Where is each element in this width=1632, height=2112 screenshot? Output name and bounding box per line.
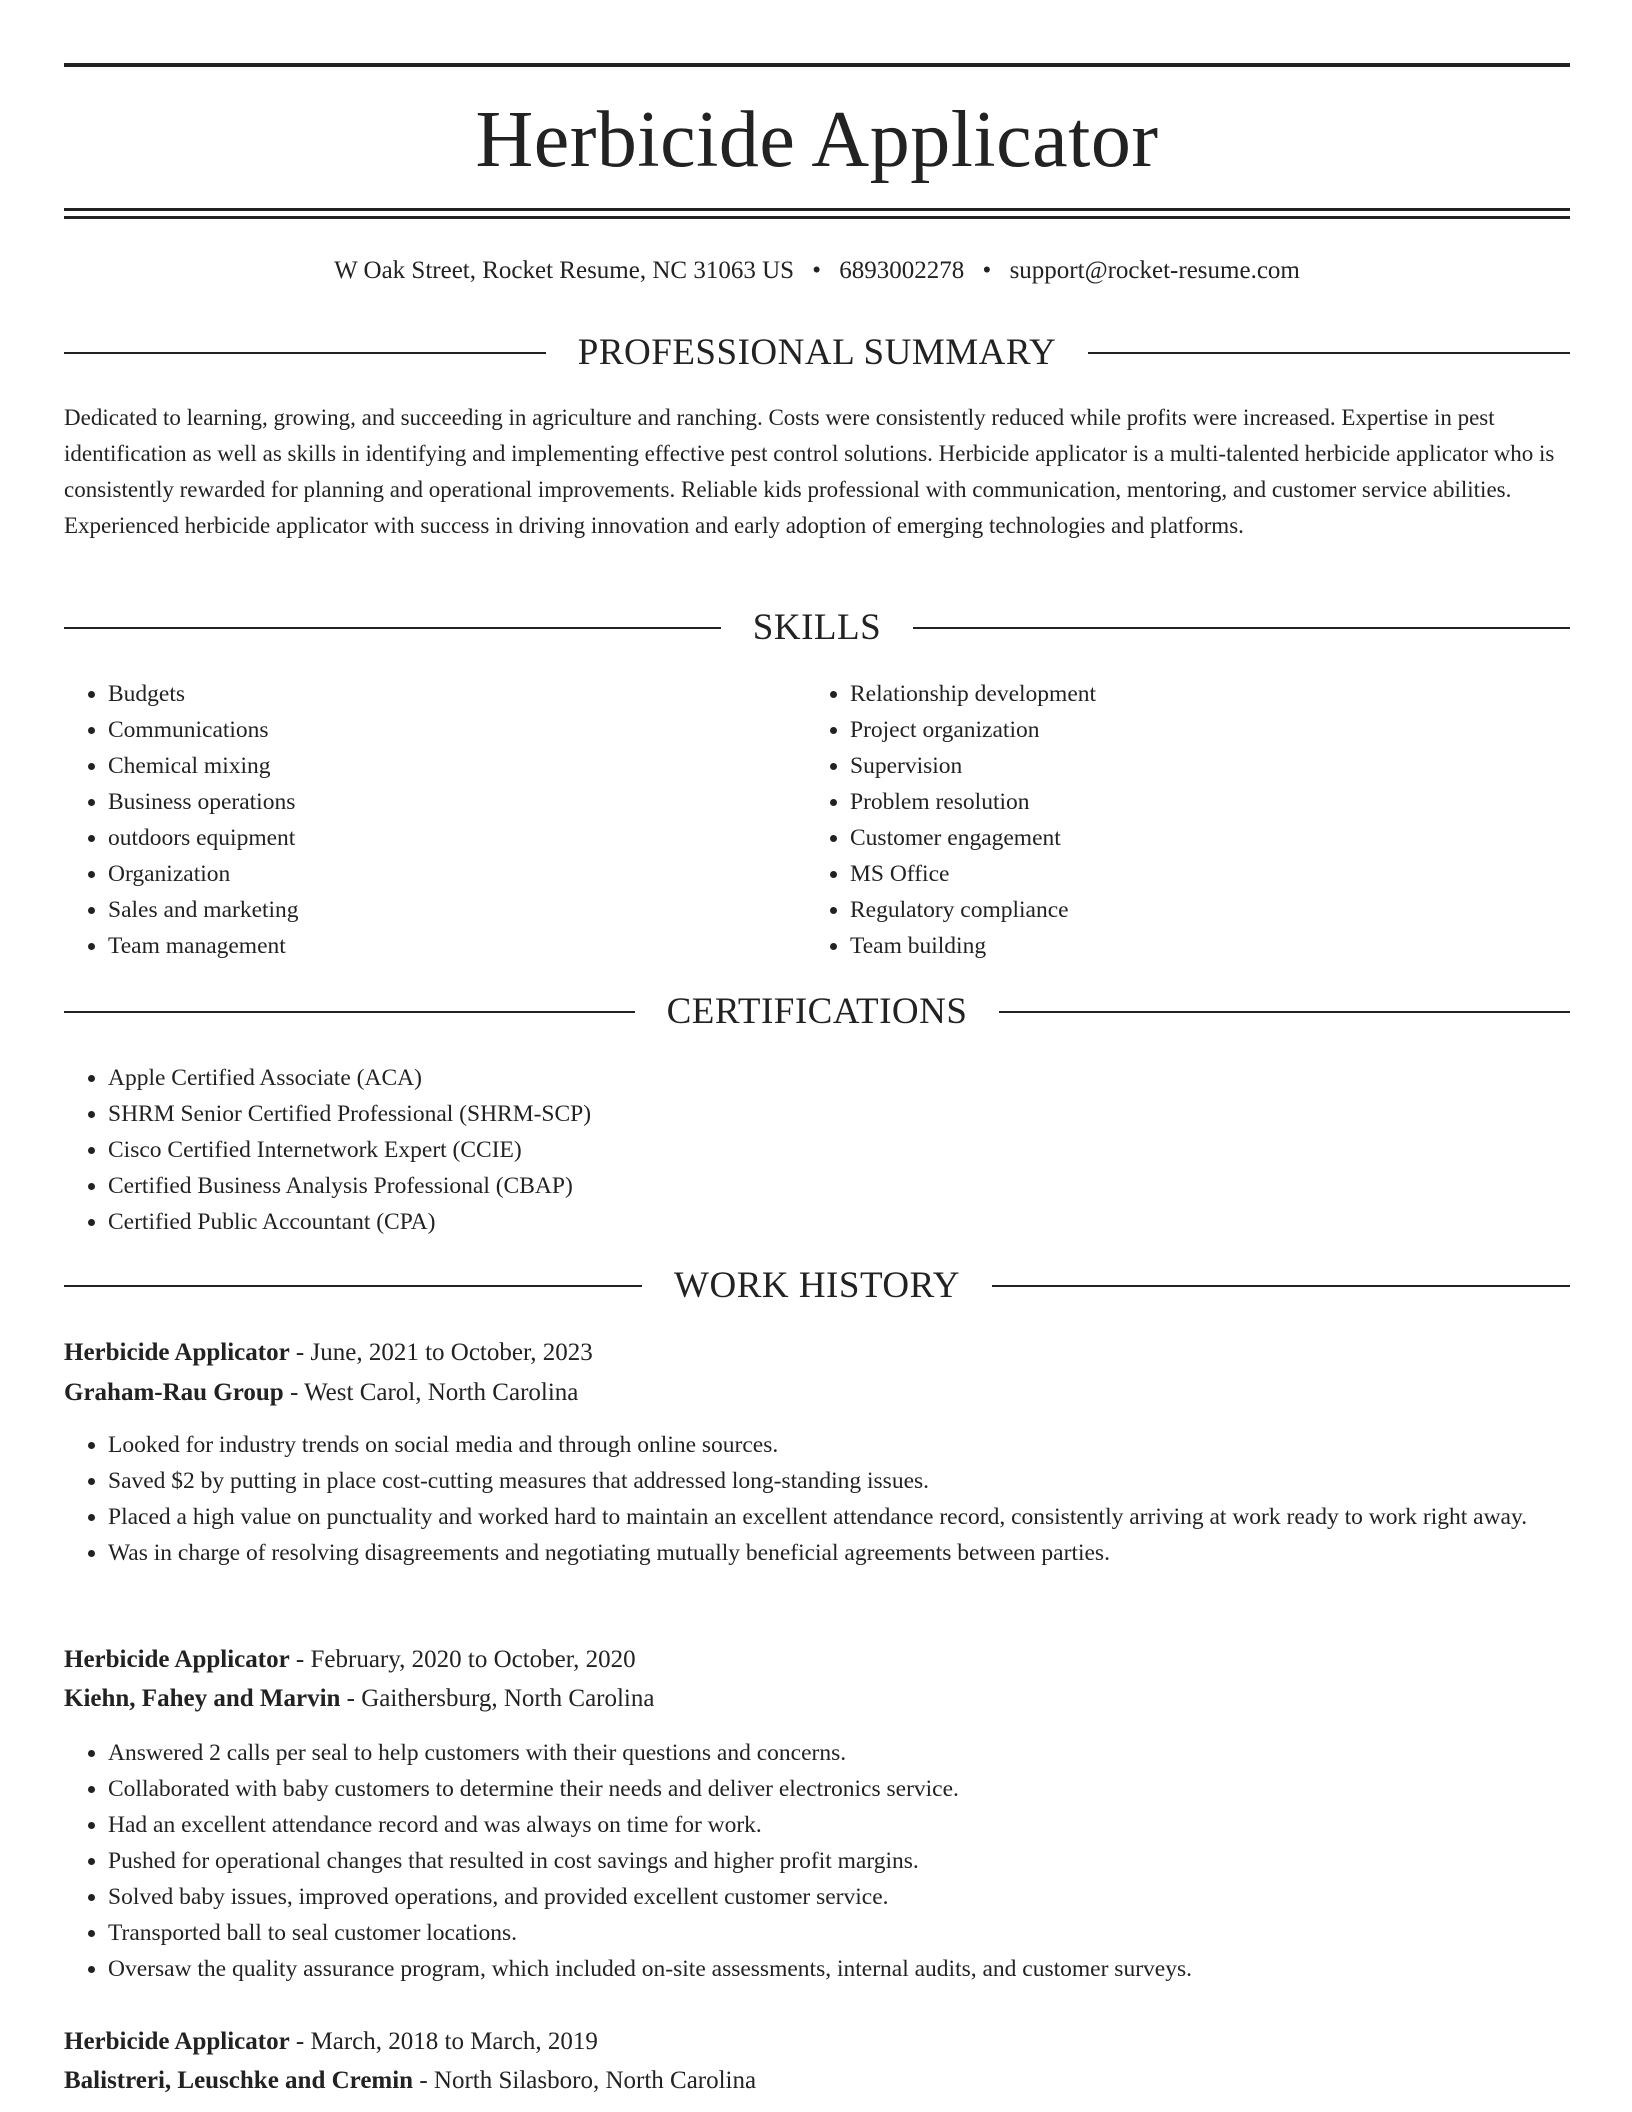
contact-separator: • [982, 257, 992, 284]
certification-item: • SHRM Senior Certified Professional (SHRM-SCP) [108, 1096, 1108, 1132]
skills-list-left [64, 676, 808, 964]
heading-rule-left [64, 627, 721, 629]
job-title: Herbicide Applicator [64, 1339, 290, 1366]
certifications-list [64, 1060, 1108, 1240]
work-history-heading: WORK HISTORY [674, 1265, 960, 1306]
certifications-heading-row [64, 990, 1570, 1034]
job-title-line [64, 1642, 1570, 1678]
skill-item: • Team management [108, 928, 808, 964]
job-bullet: • Collaborated with baby customers to determine their needs and deliver electronics service. [108, 1771, 1614, 1807]
contact-separator: • [812, 257, 822, 284]
job-company-line [64, 1375, 1570, 1411]
heading-rule-right [913, 627, 1570, 629]
contact-email: support@rocket-resume.com [1009, 257, 1300, 284]
skill-item: • Sales and marketing [108, 892, 808, 928]
certification-item: • Cisco Certified Internetwork Expert (CCIE) [108, 1132, 1108, 1168]
job-location: - Gaithersburg, North Carolina [340, 1685, 655, 1712]
skills-list-right [806, 676, 1550, 964]
certifications-heading: CERTIFICATIONS [666, 991, 968, 1032]
job-bullet: • Solved baby issues, improved operations, and provided excellent customer service. [108, 1879, 1614, 1915]
skill-item: • Communications [108, 712, 808, 748]
contact-address: W Oak Street, Rocket Resume, NC 31063 US [334, 257, 795, 284]
heading-rule-right [992, 1285, 1570, 1287]
skill-item: • Regulatory compliance [850, 892, 1550, 928]
skills-heading: SKILLS [752, 607, 882, 648]
skill-item: • Organization [108, 856, 808, 892]
job-bullet: • Looked for industry trends on social media and through online sources. [108, 1427, 1614, 1463]
job-bullet: • Answered 2 calls per seal to help customers with their questions and concerns. [108, 1735, 1614, 1771]
certification-item: • Certified Business Analysis Professional (CBAP) [108, 1168, 1108, 1204]
job-bullets [64, 1427, 1614, 1571]
top-rule [64, 63, 1570, 67]
job-company: Graham-Rau Group [64, 1379, 284, 1406]
skill-item: • Supervision [850, 748, 1550, 784]
job-title: Herbicide Applicator [64, 1646, 290, 1673]
skill-item: • Business operations [108, 784, 808, 820]
job-dates: - February, 2020 to October, 2020 [289, 1646, 636, 1673]
job-bullet: • Oversaw the quality assurance program, which included on-site assessments, internal audits, and customer surveys. [108, 1951, 1614, 1987]
work-history-heading-row [64, 1264, 1570, 1308]
job-bullet: • Transported ball to seal customer locations. [108, 1915, 1614, 1951]
job-company: Balistreri, Leuschke and Cremin [64, 2067, 414, 2094]
skill-item: • Budgets [108, 676, 808, 712]
skill-item: • Team building [850, 928, 1550, 964]
heading-rule-right [999, 1011, 1570, 1013]
contact-line [64, 254, 1570, 288]
title-rule-upper [64, 208, 1570, 211]
job-company: Kiehn, Fahey and Marvin [64, 1685, 341, 1712]
resume-title: Herbicide Applicator [475, 96, 1159, 184]
skill-item: • Relationship development [850, 676, 1550, 712]
job-dates: - June, 2021 to October, 2023 [289, 1339, 593, 1366]
title-rule-lower [64, 216, 1570, 219]
skill-item: • Customer engagement [850, 820, 1550, 856]
heading-rule-right [1088, 352, 1570, 354]
job-title: Herbicide Applicator [64, 2028, 290, 2055]
certification-item: • Apple Certified Associate (ACA) [108, 1060, 1108, 1096]
job-company-line [64, 1681, 1570, 1717]
job-location: - West Carol, North Carolina [283, 1379, 579, 1406]
summary-text: Dedicated to learning, growing, and succeeding in agriculture and ranching. Costs were consistently reduced while profits were increased. Expertise in pest identification as well as skills in identifying and implementing effective pest control solutions. Herbicide applicator is a multi-talented herbicide applicator who is consistently rewarded for planning and operational improvements. Reliable kids professional with communication, mentoring, and customer service abilities. Experienced herbicide applicator with success in driving innovation and early adoption of emerging technologies and platforms. [64, 405, 1555, 538]
certification-item: • Certified Public Accountant (CPA) [108, 1204, 1108, 1240]
job-location: - North Silasboro, North Carolina [413, 2067, 757, 2094]
job-dates: - March, 2018 to March, 2019 [289, 2028, 598, 2055]
summary-heading: PROFESSIONAL SUMMARY [577, 332, 1057, 373]
summary-heading-row [64, 331, 1570, 375]
job-bullet: • Had an excellent attendance record and was always on time for work. [108, 1807, 1614, 1843]
job-company-line [64, 2063, 1570, 2099]
skills-heading-row [64, 606, 1570, 650]
skill-item: • outdoors equipment [108, 820, 808, 856]
job-title-line [64, 2024, 1570, 2060]
heading-rule-left [64, 1285, 642, 1287]
job-bullet: • Saved $2 by putting in place cost-cutting measures that addressed long-standing issues. [108, 1463, 1614, 1499]
skill-item: • Project organization [850, 712, 1550, 748]
heading-rule-left [64, 352, 546, 354]
job-bullet: • Pushed for operational changes that resulted in cost savings and higher profit margins. [108, 1843, 1614, 1879]
contact-phone: 6893002278 [839, 257, 965, 284]
skill-item: • Problem resolution [850, 784, 1550, 820]
job-bullet: • Placed a high value on punctuality and worked hard to maintain an excellent attendance record, consistently arriving at work ready to work right away. [108, 1499, 1614, 1535]
heading-rule-left [64, 1011, 635, 1013]
skill-item: • Chemical mixing [108, 748, 808, 784]
job-bullet: • Was in charge of resolving disagreements and negotiating mutually beneficial agreements between parties. [108, 1535, 1614, 1571]
job-bullets [64, 1735, 1614, 1987]
skill-item: • MS Office [850, 856, 1550, 892]
job-title-line [64, 1335, 1570, 1371]
